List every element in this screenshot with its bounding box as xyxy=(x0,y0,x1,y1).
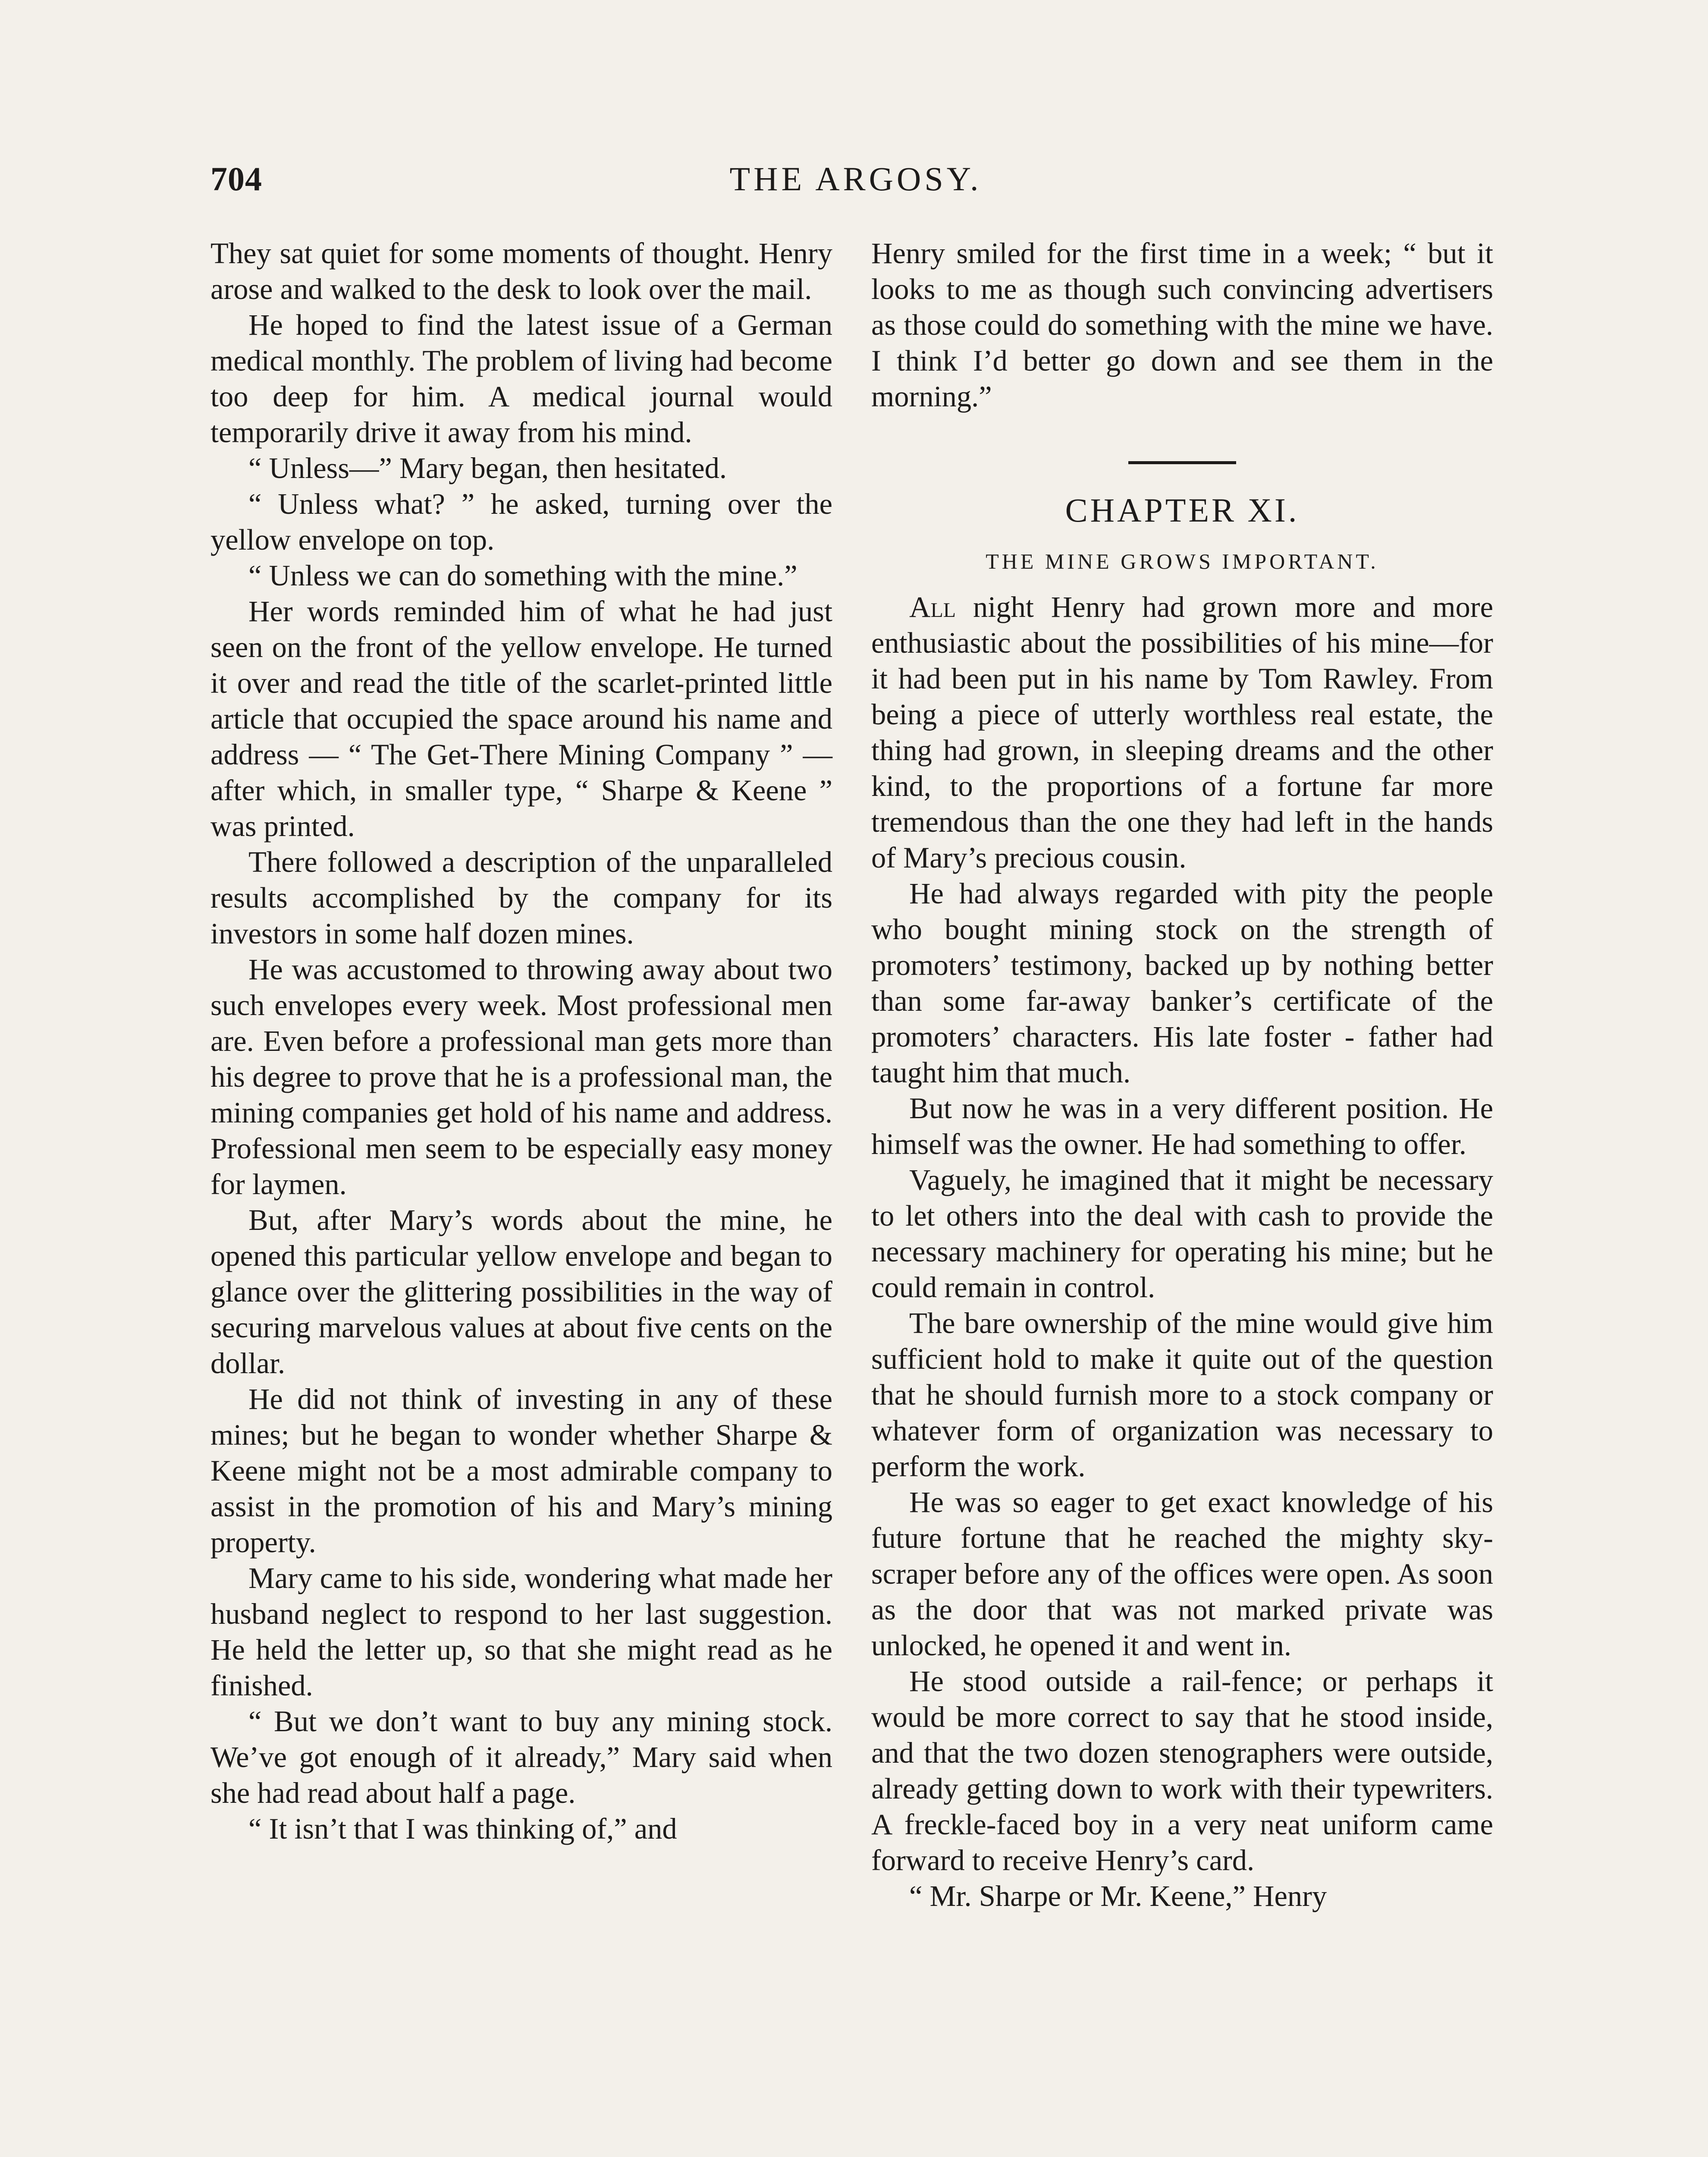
paragraph: He had always regarded with pity the people who bought mining stock on the strength of promoters’ testimony, backed up by nothing better than some far-away banker’s certificate of the promoters’ characters. His late foster - father had taught him that much. xyxy=(871,877,1493,1089)
paragraph: He hoped to find the latest issue of a German medical monthly. The problem of living had become too deep for him. A medical journal would temporarily drive it away from his mind. xyxy=(210,308,832,449)
paragraph: Henry smiled for the first time in a week; “ but it looks to me as though such convincing advertisers as those could do something with the mine we have. I think I’d better go down and see them in the morning.” xyxy=(871,237,1493,413)
paragraph: “ It isn’t that I was thinking of,” and xyxy=(248,1812,677,1845)
chapter-heading: CHAPTER XI. xyxy=(1065,491,1300,529)
paragraph: “ Unless what? ” he asked, turning over the yellow envelope on top. xyxy=(210,487,832,556)
paragraph: But, after Mary’s words about the mine, he opened this particular yellow envelope and began to glance over the glittering possibilities in the way of securing marvelous values at about five cents on the dollar. xyxy=(210,1204,832,1380)
right-column xyxy=(871,236,1493,1914)
paragraph-text: night Henry had grown more and more enthusiastic about the possibilities of his mine—for it had been put in his name by Tom Rawley. From being a piece of utterly worthless real estate, the thing had grown, in sleeping dreams and the other kind, to the proportions of a fortune far more tremendous than the one they had left in the hands of Mary’s precious cousin. xyxy=(871,591,1493,874)
paragraph: They sat quiet for some moments of thought. Henry arose and walked to the desk to look over the mail. xyxy=(210,237,832,305)
paragraph: “ But we don’t want to buy any mining stock. We’ve got enough of it already,” Mary said when she had read about half a page. xyxy=(210,1705,832,1809)
lead-in-word: All xyxy=(909,591,956,623)
paragraph: Vaguely, he imagined that it might be necessary to let others into the deal with cash to provide the necessary machinery for operating his mine; but he could remain in control. xyxy=(871,1163,1493,1304)
running-title: THE ARGOSY. xyxy=(729,160,982,198)
section-divider xyxy=(1128,461,1236,464)
paragraph: Mary came to his side, wondering what made her husband neglect to respond to her last suggestion. He held the letter up, so that she might read as he finished. xyxy=(210,1562,832,1702)
left-column xyxy=(210,236,832,1847)
paragraph: He was accustomed to throwing away about two such envelopes every week. Most professional men are. Even before a professional man gets more than his degree to prove that he is a professional man, the mining companies get hold of his name and address. Professional men seem to be especially easy money for laymen. xyxy=(210,953,832,1201)
paragraph: “ Mr. Sharpe or Mr. Keene,” Henry xyxy=(909,1880,1327,1912)
paragraph: “ Unless we can do something with the mine.” xyxy=(248,559,797,592)
paragraph: The bare ownership of the mine would give him sufficient hold to make it quite out of the question that he should furnish more to a stock company or whatever form of organization was necessary to perform the work. xyxy=(871,1307,1493,1483)
paragraph: There followed a description of the unparalleled results accomplished by the company for its investors in some half dozen mines. xyxy=(210,846,832,950)
page-header xyxy=(210,160,1501,207)
paragraph: He was so eager to get exact knowledge of his future fortune that he reached the mighty sky-scraper before any of the offices were open. As soon as the door that was not marked private was unlocked, he opened it and went in. xyxy=(871,1486,1493,1662)
paragraph: “ Unless—” Mary began, then hesitated. xyxy=(248,452,727,484)
paragraph: But now he was in a very different position. He himself was the owner. He had something to offer. xyxy=(871,1092,1493,1160)
paragraph: He stood outside a rail-fence; or perhaps it would be more correct to say that he stood inside, and that the two dozen stenographers were outside, already getting down to work with their typewriters. A freckle-faced boy in a very neat uniform came forward to receive Henry’s card. xyxy=(871,1665,1493,1877)
paragraph: He did not think of investing in any of these mines; but he began to wonder whether Sharpe & Keene might not be a most admirable company to assist in the promotion of his and Mary’s mining property. xyxy=(210,1383,832,1559)
paragraph: Her words reminded him of what he had just seen on the front of the yellow envelope. He turned it over and read the title of the scarlet-printed little article that occupied the space around his name and address — “ The Get-There Mining Company ” — after which, in smaller type, “ Sharpe & Keene ” was printed. xyxy=(210,595,832,843)
page-number: 704 xyxy=(210,160,262,198)
chapter-subheading: THE MINE GROWS IMPORTANT. xyxy=(986,549,1379,573)
paragraph xyxy=(871,589,1493,876)
